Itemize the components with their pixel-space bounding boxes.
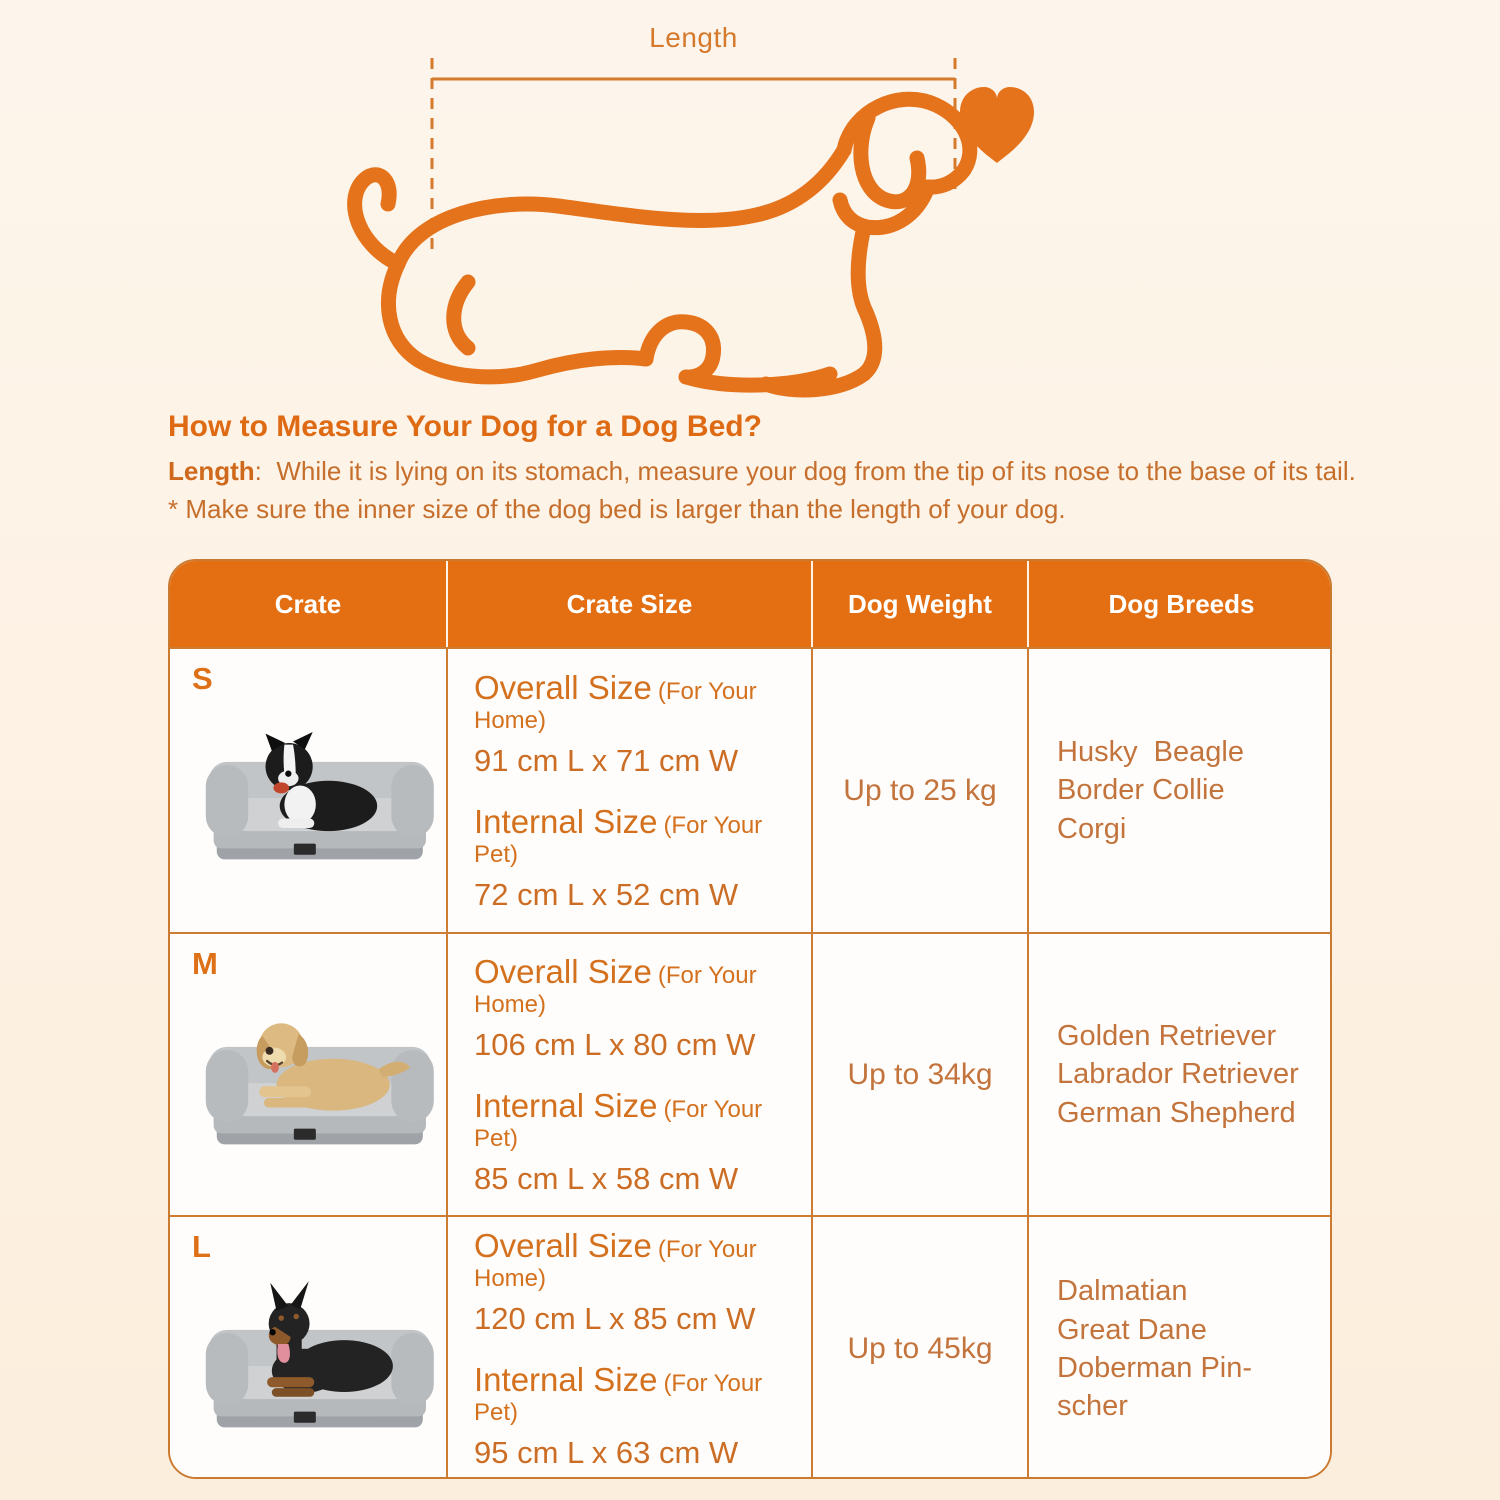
column-header-crate-size: Crate Size <box>448 561 813 647</box>
overall-size-note: (For Your Home) <box>474 677 757 734</box>
table-row-s-crate <box>170 647 448 932</box>
internal-size-value: 85 cm L x 58 cm W <box>474 1160 739 1196</box>
breed-line: Husky Beagle <box>1057 736 1244 769</box>
overall-size-label: Overall Size <box>474 952 652 990</box>
instruction-term: Length <box>168 456 255 486</box>
table-row-m-weight <box>813 932 1029 1215</box>
breed-line: Corgi <box>1057 812 1127 845</box>
table-row-m-crate <box>170 932 448 1215</box>
breed-line: German Shepherd <box>1057 1096 1296 1129</box>
dog-outline-art <box>0 0 1500 430</box>
instruction-note: * Make sure the inner size of the dog bed is larger than the length of your dog. <box>168 494 1066 524</box>
breed-line: Great Dane <box>1057 1313 1207 1346</box>
overall-size-group <box>474 1227 811 1337</box>
weight-value: Up to 45kg <box>847 1332 993 1365</box>
breed-line: Doberman Pin- <box>1057 1352 1253 1384</box>
table-row-m-crate-size <box>448 932 813 1215</box>
internal-size-note: (For Your Pet) <box>474 811 763 868</box>
internal-size-label: Internal Size <box>474 1361 658 1398</box>
size-letter-m: M <box>192 946 218 981</box>
table-row-l-breeds <box>1029 1215 1332 1479</box>
dog-bed-image-l <box>193 1278 445 1451</box>
internal-size-value: 72 cm L x 52 cm W <box>474 876 739 912</box>
overall-size-note: (For Your Home) <box>474 961 757 1018</box>
table-row-l-crate <box>170 1215 448 1479</box>
size-table <box>168 559 1332 1479</box>
weight-value: Up to 25 kg <box>843 773 997 807</box>
breed-line: Labrador Retriever <box>1057 1058 1299 1091</box>
breed-line: scher <box>1057 1390 1128 1423</box>
table-row-l-crate-size <box>448 1215 813 1479</box>
internal-size-note: (For Your Pet) <box>474 1095 763 1152</box>
table-row-s-breeds <box>1029 647 1332 932</box>
instruction-text <box>168 456 1468 487</box>
internal-size-note: (For Your Pet) <box>474 1370 763 1426</box>
overall-size-value: 91 cm L x 71 cm W <box>474 742 739 778</box>
overall-size-note: (For Your Home) <box>474 1236 757 1292</box>
overall-size-label: Overall Size <box>474 668 652 706</box>
instruction-body: : While it is lying on its stomach, measure your dog from the tip of its nose to the base of its tail. <box>254 456 1356 486</box>
table-row-s-crate-size <box>448 647 813 932</box>
internal-size-value: 95 cm L x 63 cm W <box>474 1435 739 1470</box>
table-row-l-weight <box>813 1215 1029 1479</box>
breed-line: Dalmatian <box>1057 1275 1188 1308</box>
breed-line: Border Collie <box>1057 774 1225 807</box>
column-header-dog-breeds: Dog Breeds <box>1029 561 1332 647</box>
measurement-diagram <box>0 0 1500 430</box>
page-title: How to Measure Your Dog for a Dog Bed? <box>168 410 762 443</box>
dog-bed-image-m <box>193 995 445 1168</box>
length-label: Length <box>649 22 738 53</box>
table-row-m-breeds <box>1029 932 1332 1215</box>
weight-value: Up to 34kg <box>847 1057 993 1091</box>
dog-bed-image-s <box>193 710 445 883</box>
internal-size-group <box>474 803 811 913</box>
column-header-dog-weight: Dog Weight <box>813 561 1029 647</box>
breed-line: Golden Retriever <box>1057 1020 1277 1053</box>
internal-size-group <box>474 1361 811 1471</box>
internal-size-group <box>474 1087 811 1197</box>
overall-size-group <box>474 953 811 1063</box>
overall-size-group <box>474 669 811 779</box>
overall-size-value: 106 cm L x 80 cm W <box>474 1026 756 1062</box>
size-letter-s: S <box>192 661 213 696</box>
overall-size-value: 120 cm L x 85 cm W <box>474 1301 756 1336</box>
internal-size-label: Internal Size <box>474 802 658 840</box>
overall-size-label: Overall Size <box>474 1227 652 1264</box>
dog-outline <box>355 99 970 390</box>
size-letter-l: L <box>192 1229 211 1264</box>
table-row-s-weight <box>813 647 1029 932</box>
internal-size-label: Internal Size <box>474 1086 658 1124</box>
column-header-crate: Crate <box>170 561 448 647</box>
